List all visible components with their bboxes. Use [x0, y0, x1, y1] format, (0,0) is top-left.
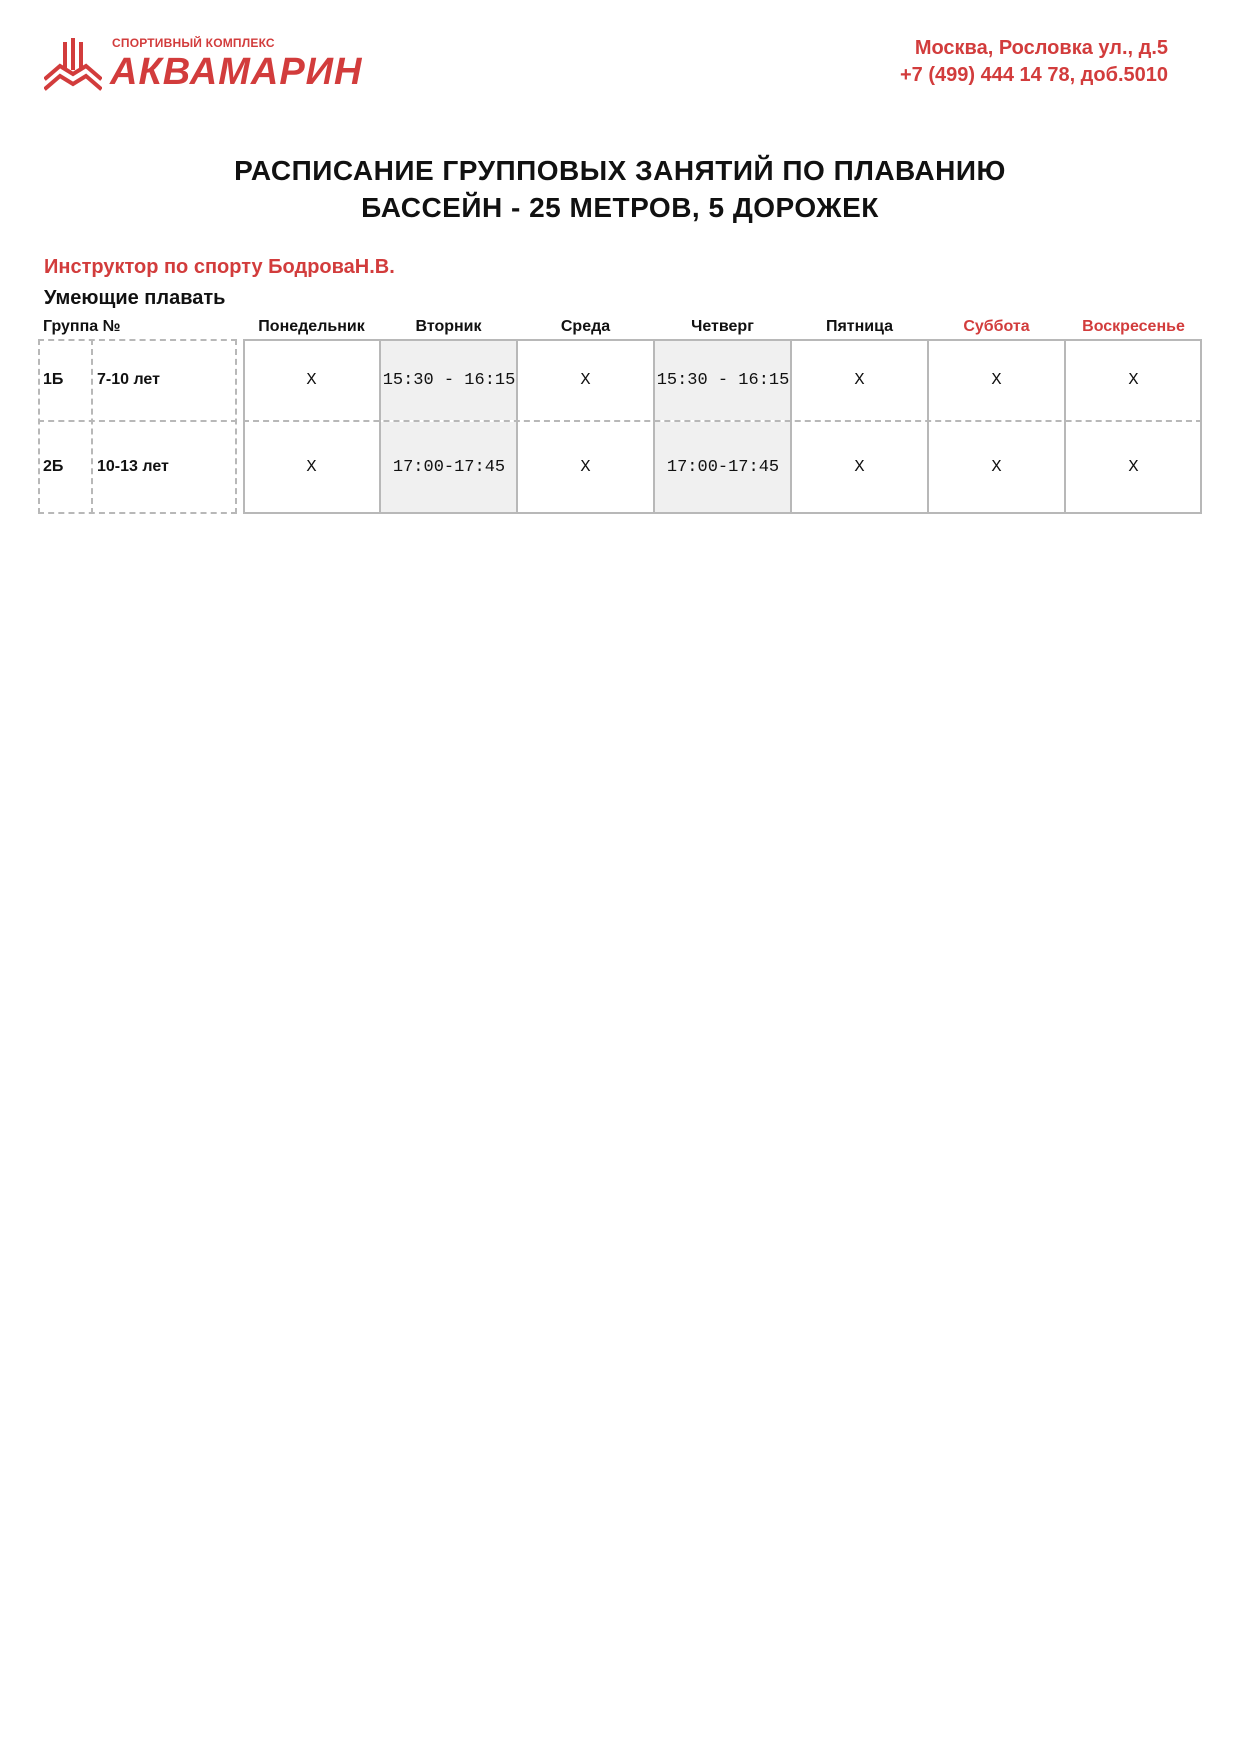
row-divider — [243, 420, 1202, 422]
instructor-label: Инструктор по спорту БодроваН.В. — [44, 256, 395, 278]
column-divider — [379, 339, 381, 514]
column-divider — [516, 339, 518, 514]
address: Москва, Рословка ул., д.5 — [914, 37, 1168, 59]
contacts — [900, 35, 1168, 89]
schedule-cell: X — [854, 371, 865, 390]
schedule-cell: X — [580, 371, 591, 390]
aquamarine-logo-icon — [44, 38, 102, 92]
group-column-header: Группа № — [43, 318, 121, 335]
schedule-cell: 15:30 - 16:15 — [381, 341, 517, 420]
schedule-cell: X — [991, 371, 1002, 390]
logo — [44, 34, 363, 94]
column-divider — [790, 339, 792, 514]
brand-subtitle: СПОРТИВНЫЙ КОМПЛЕКС — [112, 36, 275, 50]
schedule-cell: X — [854, 457, 865, 477]
category-label: Умеющие плавать — [44, 287, 226, 309]
day-header-monday: Понедельник — [258, 318, 365, 335]
column-divider — [1064, 339, 1066, 514]
title-line-2: БАССЕЙН - 25 МЕТРОВ, 5 ДОРОЖЕК — [361, 192, 879, 223]
day-header-friday: Пятница — [825, 318, 894, 335]
column-divider — [653, 339, 655, 514]
schedule-table — [243, 339, 1202, 514]
day-header-saturday: Суббота — [963, 318, 1030, 335]
day-header-sunday: Воскресенье — [1082, 318, 1185, 335]
schedule-cell: 15:30 - 16:15 — [655, 341, 791, 420]
group-age: 7-10 лет — [97, 371, 160, 388]
header — [0, 0, 1240, 110]
group-row-divider — [38, 420, 237, 422]
column-divider — [927, 339, 929, 514]
schedule-cell: 17:00-17:45 — [381, 422, 517, 512]
group-table — [38, 339, 237, 514]
schedule-cell: X — [991, 457, 1002, 477]
schedule-cell: X — [1128, 457, 1139, 477]
day-header-tuesday: Вторник — [415, 318, 482, 335]
title-line-1: РАСПИСАНИЕ ГРУППОВЫХ ЗАНЯТИЙ ПО ПЛАВАНИЮ — [234, 155, 1006, 186]
schedule-cell: X — [306, 457, 317, 477]
schedule-cell: X — [580, 457, 591, 477]
schedule-cell: X — [1128, 371, 1139, 390]
schedule-cell: X — [306, 371, 317, 390]
day-header-wednesday: Среда — [560, 318, 611, 335]
group-age: 10-13 лет — [97, 458, 169, 475]
group-divider — [91, 339, 93, 514]
group-number: 2Б — [43, 458, 64, 475]
group-number: 1Б — [43, 371, 64, 388]
day-header-thursday: Четверг — [691, 318, 754, 335]
brand-name: АКВАМАРИН — [110, 51, 363, 93]
schedule-cell: 17:00-17:45 — [655, 422, 791, 512]
page-title — [0, 152, 1240, 226]
phone: +7 (499) 444 14 78, доб.5010 — [899, 64, 1168, 86]
